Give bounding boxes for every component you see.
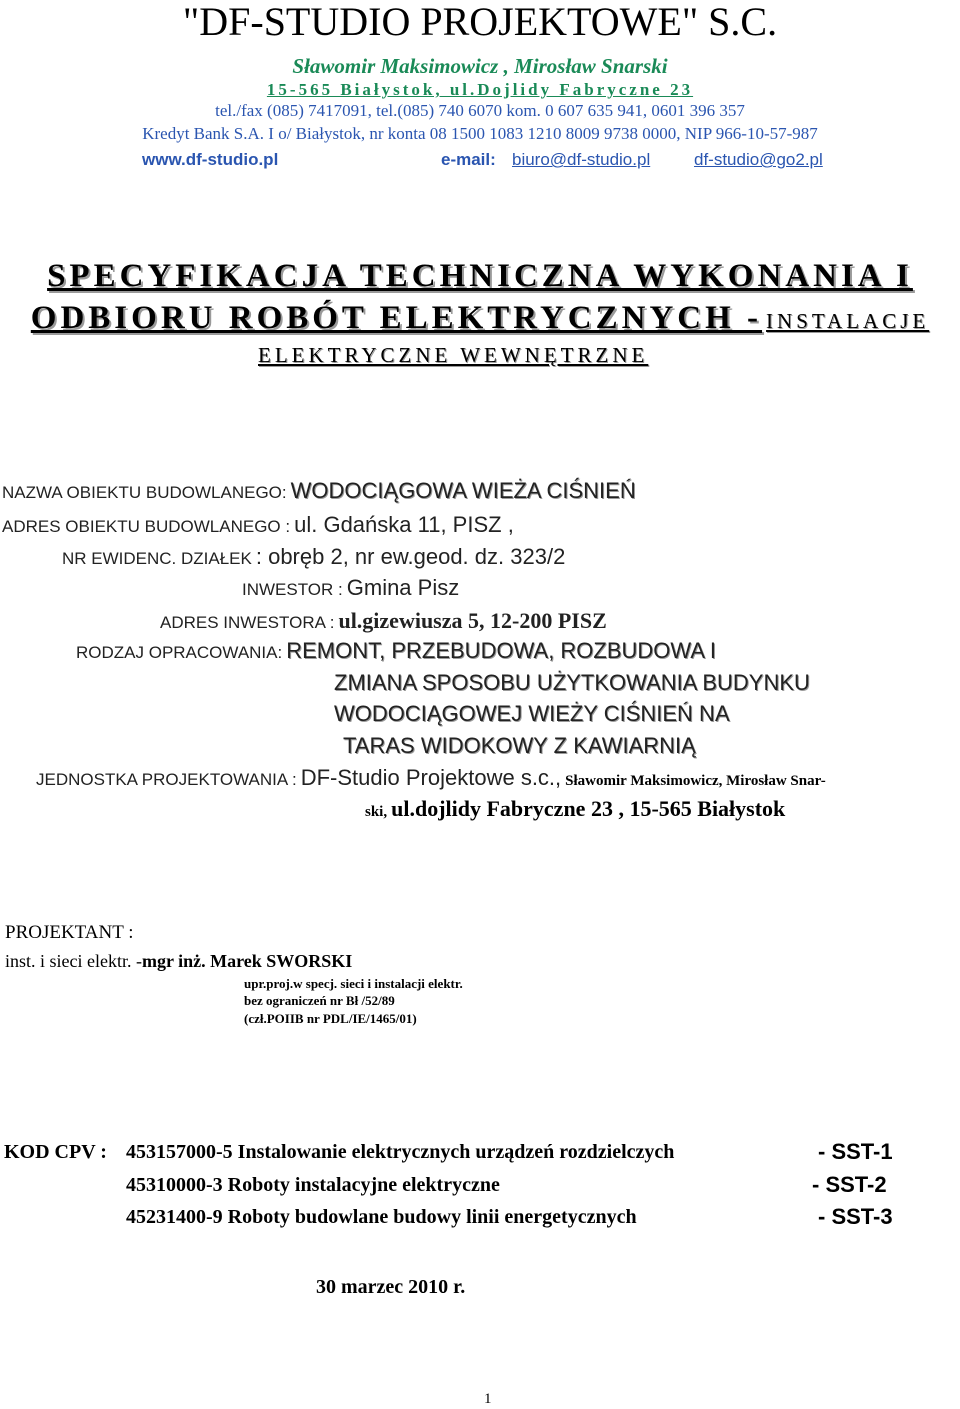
projektant-label: PROJEKTANT : xyxy=(5,922,134,943)
projektant-line-3: bez ograniczeń nr Bł /52/89 xyxy=(244,993,395,1008)
info-nr-ewidenc xyxy=(62,544,565,570)
nr-value: : obręb 2, nr ew.geod. dz. 323/2 xyxy=(255,544,566,569)
cpv-label: KOD CPV : xyxy=(4,1141,107,1163)
rodzaj-line-2: ZMIANA SPOSOBU UŻYTKOWANIA BUDYNKU xyxy=(334,670,810,695)
nazwa-value: WODOCIĄGOWA WIEŻA CIŚNIEŃ xyxy=(290,478,636,503)
cpv-row-3-sst: - SST-3 xyxy=(818,1204,893,1229)
title-line-2-main: ODBIORU ROBÓT ELEKTRYCZNYCH - xyxy=(30,300,763,336)
jednostka-label: JEDNOSTKA PROJEKTOWANIA : xyxy=(36,770,297,789)
info-jednostka xyxy=(36,765,826,791)
rodzaj-line-1: REMONT, PRZEBUDOWA, ROZBUDOWA I xyxy=(286,638,717,663)
email-link-go2[interactable]: df-studio@go2.pl xyxy=(694,150,823,169)
document-date: 30 marzec 2010 r. xyxy=(316,1276,466,1298)
jednostka-value: DF-Studio Projektowe s.c., xyxy=(300,765,562,790)
info-inwestor xyxy=(242,575,459,601)
info-nazwa xyxy=(2,478,636,504)
rodzaj-label: RODZAJ OPRACOWANIA: xyxy=(76,643,283,662)
company-phone: tel./fax (085) 7417091, tel.(085) 740 6070 kom. 0 607 635 941, 0601 396 357 xyxy=(215,101,745,120)
cpv-row-1-code: 453157000-5 Instalowanie elektrycznych urządzeń rozdzielczych xyxy=(126,1141,675,1163)
adres-value: ul. Gdańska 11, PISZ , xyxy=(294,512,514,537)
projektant-line-2: upr.proj.w specj. sieci i instalacji elektr. xyxy=(244,976,463,991)
company-website[interactable]: www.df-studio.pl xyxy=(142,150,279,169)
adres-inw-label: ADRES INWESTORA : xyxy=(160,613,335,632)
company-owners: Sławomir Maksimowicz , Mirosław Snarski xyxy=(292,54,668,78)
title-line-2 xyxy=(0,300,960,337)
title-line-3: ELEKTRYCZNE WEWNĘTRZNE xyxy=(258,343,649,367)
nazwa-label: NAZWA OBIEKTU BUDOWLANEGO: xyxy=(2,483,287,502)
inwestor-value: Gmina Pisz xyxy=(346,575,460,600)
email-label: e-mail: xyxy=(441,150,496,169)
adres-label: ADRES OBIEKTU BUDOWLANEGO : xyxy=(2,517,291,536)
projektant-name: mgr inż. Marek SWORSKI xyxy=(141,951,353,971)
info-adres xyxy=(2,512,514,538)
projektant-line-4: (czł.POIIB nr PDL/IE/1465/01) xyxy=(244,1011,417,1026)
info-rodzaj xyxy=(76,638,716,664)
info-adres-inwestora xyxy=(160,608,607,634)
cpv-row-2-code: 45310000-3 Roboty instalacyjne elektryczne xyxy=(126,1174,500,1196)
nr-label: NR EWIDENC. DZIAŁEK xyxy=(62,549,252,568)
email-link-biuro[interactable]: biuro@df-studio.pl xyxy=(512,150,651,169)
title-line-2-small: INSTALACJE xyxy=(766,309,930,333)
rodzaj-line-3: WODOCIĄGOWEJ WIEŻY CIŚNIEŃ NA xyxy=(334,701,730,726)
jednostka-names: Sławomir Maksimowicz, Mirosław Snar- xyxy=(565,773,826,789)
company-bank: Kredyt Bank S.A. I o/ Białystok, nr konta 08 1500 1083 1210 8009 9738 0000, NIP 966-10-57-987 xyxy=(142,124,818,143)
cpv-row-2-sst: - SST-2 xyxy=(812,1172,887,1197)
company-address xyxy=(0,80,960,100)
jednostka-addr: ul.dojlidy Fabryczne 23 , 15-565 Białystok xyxy=(391,796,786,821)
projektant-line-1 xyxy=(5,951,352,972)
cpv-row-3-code: 45231400-9 Roboty budowlane budowy linii energetycznych xyxy=(126,1206,637,1228)
inwestor-label: INWESTOR : xyxy=(242,580,343,599)
adres-inw-value: ul.gizewiusza 5, 12-200 PISZ xyxy=(338,608,607,633)
projektant-spec: inst. i sieci elektr. - xyxy=(5,951,142,971)
title-line-1: SPECYFIKACJA TECHNICZNA WYKONANIA I xyxy=(47,258,913,294)
cpv-row-1-sst: - SST-1 xyxy=(818,1139,893,1164)
page-number: 1 xyxy=(484,1391,492,1407)
rodzaj-line-4: TARAS WIDOKOWY Z KAWIARNIĄ xyxy=(343,733,696,758)
jednostka-names-2: ski, xyxy=(365,804,388,820)
company-address-text: 15-565 Białystok, ul.Dojlidy Fabryczne 23 xyxy=(266,80,694,99)
company-name: "DF-STUDIO PROJEKTOWE" S.C. xyxy=(182,0,778,44)
info-jednostka-addr xyxy=(365,796,785,822)
